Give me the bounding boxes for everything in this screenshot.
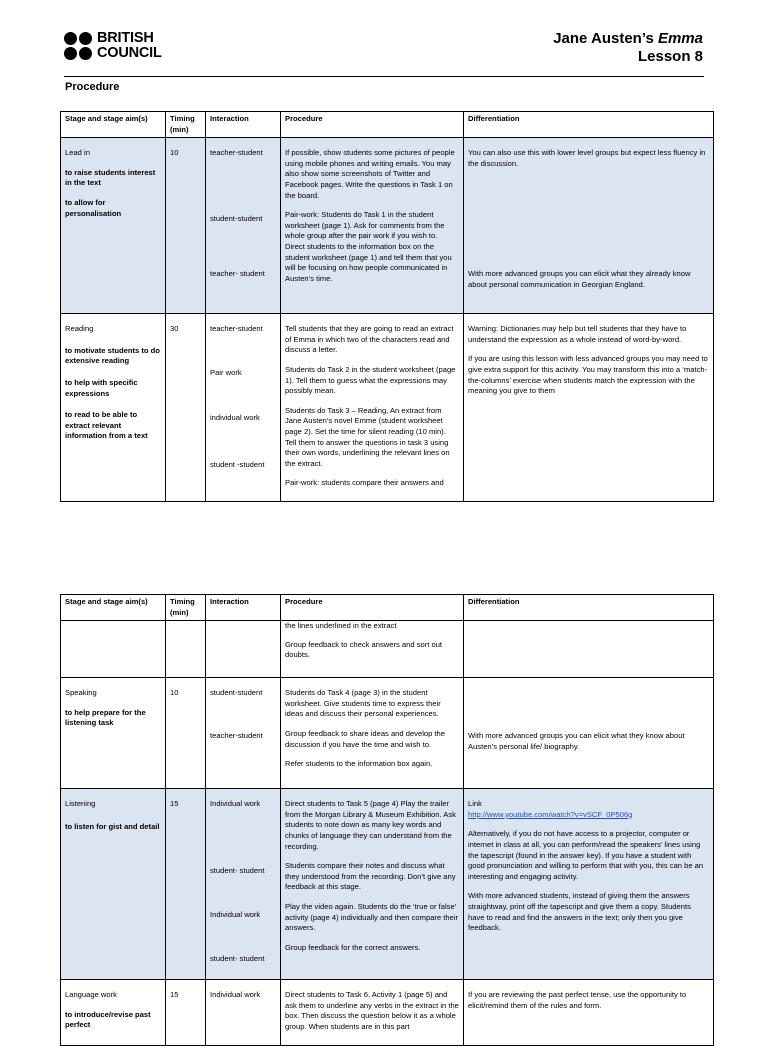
interaction-cell: Individual work <box>206 980 281 1046</box>
interaction-cell <box>206 314 281 502</box>
procedure-text: Pair-work: students compare their answers and <box>285 478 444 488</box>
interaction-item: student- student <box>210 866 265 876</box>
col-interaction: Interaction <box>206 112 281 138</box>
differentiation-text: Alternatively, if you do not have access to a projector, computer or internet in class at all, you can perform/read the speakers’ lines using the tapescript (found in the answer key). If you have a student with good pronunciation and willing to perform that with you, this can be an interesting and engaging activity. <box>468 829 704 881</box>
procedure-text: Group feedback to check answers and sort out doubts. <box>285 639 443 660</box>
differentiation-cell: If you are reviewing the past perfect tense, use the opportunity to elicit/remind them of the rules and form. <box>464 980 714 1046</box>
section-title: Procedure <box>65 81 120 93</box>
stage-cell <box>61 789 166 980</box>
procedure-cell <box>281 789 464 980</box>
stage-aim: to motivate students to do extensive reading <box>65 345 160 366</box>
stage-aim: to raise students interest in the text <box>65 167 156 188</box>
procedure-text: Students do Task 4 (page 3) in the student worksheet. Give students time to express their ideas and discuss their personal experiences. <box>285 688 441 719</box>
interaction-item: student- student <box>210 954 265 964</box>
col-procedure: Procedure <box>281 112 464 138</box>
timing-cell: 10 <box>166 678 206 789</box>
procedure-text: If possible, show students some pictures of people using mobile phones and writing emails. You may also show some screenshots of Twitter and Facebook pages. Write the questions in Task 1 on the board. <box>285 148 455 200</box>
procedure-text: Students do Task 3 – Reading, An extract from Jane Austen’s novel Emme (student worksheet page 2). Set the time for silent reading (10 min). Tell them to answer the questions in task 3 using their own words, underlining the relevant lines on the extract. <box>285 405 450 468</box>
title-prefix: Jane Austen’s <box>553 30 658 47</box>
stage-aim: to allow for personalisation <box>65 197 122 218</box>
stage-cell <box>61 621 166 678</box>
table-row-language-work <box>61 980 714 1046</box>
procedure-cell <box>281 314 464 502</box>
interaction-item: teacher-student <box>210 731 263 741</box>
table-row-lead-in <box>61 138 714 314</box>
interaction-item: teacher-student <box>210 148 263 158</box>
table-row-listening <box>61 789 714 980</box>
timing-cell: 30 <box>166 314 206 502</box>
procedure-cell <box>281 138 464 314</box>
stage-name: Lead in <box>65 148 90 158</box>
timing-cell: 10 <box>166 138 206 314</box>
differentiation-text: With more advanced groups you can elicit what they know about Austen’s personal life/ biography. <box>468 731 685 751</box>
table-header-row <box>61 112 714 138</box>
stage-name: Speaking <box>65 688 97 698</box>
lesson-number: Lesson 8 <box>637 48 703 65</box>
interaction-item: individual work <box>210 413 260 423</box>
interaction-item: Individual work <box>210 799 261 809</box>
procedure-cell <box>281 621 464 678</box>
differentiation-cell <box>464 621 714 678</box>
stage-name: Language work <box>65 990 117 1000</box>
col-differentiation: Differentiation <box>464 595 714 621</box>
differentiation-text: With more advanced students, instead of giving them the answers straightway, print off the tapescript and give them a copy. Students have to read and find the answers in the text; only then you give feedback. <box>468 891 691 933</box>
differentiation-text: You can also use this with lower level groups but expect less fluency in the discussion. <box>468 148 706 168</box>
procedure-text: Students do Task 2 in the student worksheet (page 1). Tell them to guess what the expressions may possibly mean. <box>285 364 456 396</box>
interaction-cell <box>206 621 281 678</box>
interaction-item: student-student <box>210 688 263 698</box>
differentiation-cell <box>464 138 714 314</box>
timing-cell <box>166 621 206 678</box>
differentiation-text: Warning: Dictionaries may help but tell students that they have to understand the expression as a whole instead of word-by-word. <box>468 324 687 344</box>
stage-name: Listening <box>65 799 96 809</box>
header-rule <box>64 76 704 77</box>
interaction-item: Individual work <box>210 910 261 920</box>
col-interaction: Interaction <box>206 595 281 621</box>
stage-aim: to introduce/revise past perfect <box>65 1009 151 1030</box>
col-procedure: Procedure <box>281 595 464 621</box>
col-differentiation: Differentiation <box>464 112 714 138</box>
col-stage: Stage and stage aim(s) <box>61 595 166 621</box>
procedure-text: Tell students that they are going to read an extract of Emma in which two of the characters read and discuss a letter. <box>285 324 454 355</box>
differentiation-cell <box>464 314 714 502</box>
interaction-cell <box>206 789 281 980</box>
link-label: Link <box>468 799 482 809</box>
stage-name: Reading <box>65 324 94 334</box>
procedure-text: Pair-work: Students do Task 1 in the student worksheet (page 1). Ask for comments from the whole group after the pair work if you wish to. Direct students to the information box on the student worksheet (page 1) and tell them that you will be focusing on how people communicated in Austen’s time. <box>285 210 452 283</box>
title-italic: Emma <box>657 30 703 47</box>
stage-cell <box>61 980 166 1046</box>
british-council-logo <box>64 32 184 62</box>
interaction-item: teacher-student <box>210 324 263 334</box>
procedure-text: Play the video again. Students do the ‘true or false’ activity (page 4) individually and then compare their answers. <box>285 901 459 933</box>
differentiation-cell <box>464 789 714 980</box>
stage-cell <box>61 678 166 789</box>
logo-text <box>97 31 162 61</box>
interaction-item: student -student <box>210 460 265 470</box>
differentiation-text: With more advanced groups you can elicit what they already know about personal communication in Georgian England. <box>468 269 691 289</box>
procedure-text: Direct students to Task 5 (page 4) Play the trailer from the Morgan Library & Museum Exhibition. Ask students to note down as many key words and chunks of language they can understand from the recording. <box>285 799 456 851</box>
interaction-cell <box>206 678 281 789</box>
col-timing: Timing (min) <box>166 112 206 138</box>
col-stage: Stage and stage aim(s) <box>61 112 166 138</box>
procedure-cell <box>281 678 464 789</box>
procedure-table-2 <box>60 594 714 1046</box>
timing-cell: 15 <box>166 789 206 980</box>
procedure-cell: Direct students to Task 6, Activity 1 (page 5) and ask them to underline any verbs in the extract in the box. Then discuss the question below it as a whole group. When students are in this part <box>281 980 464 1046</box>
document-title <box>553 30 703 66</box>
table-row-speaking <box>61 678 714 789</box>
stage-aim: to help prepare for the listening task <box>65 707 146 728</box>
interaction-item: teacher- student <box>210 269 265 279</box>
stage-cell <box>61 138 166 314</box>
table-row-reading <box>61 314 714 502</box>
logo-dots-icon <box>64 32 92 60</box>
stage-cell <box>61 314 166 502</box>
procedure-text: Group feedback to share ideas and develop the discussion if you have the time and wish to. <box>285 728 446 749</box>
table-header-row <box>61 595 714 621</box>
interaction-item: Pair work <box>210 368 242 378</box>
table-row-reading-continued <box>61 621 714 678</box>
differentiation-text: If you are using this lesson with less advanced groups you may need to give extra support for this activity. You may transform this into a ‘match-the-columns’ exercise when students match the expression with the meaning you give to them <box>468 354 708 396</box>
procedure-text: Refer students to the information box again. <box>285 759 433 769</box>
interaction-item: student-student <box>210 214 263 224</box>
procedure-table-1 <box>60 111 714 502</box>
procedure-text: Students compare their notes and discuss what they understood from the recording. Don’t give any feedback at this stage. <box>285 861 456 892</box>
differentiation-cell <box>464 678 714 789</box>
stage-aim: to listen for gist and detail <box>65 821 160 831</box>
youtube-link[interactable]: http://www.youtube.com/watch?v=vSCF_0P506g <box>468 809 633 819</box>
stage-aim: to help with specific expressions <box>65 377 138 398</box>
timing-cell: 15 <box>166 980 206 1046</box>
stage-aim: to read to be able to extract relevant information from a text <box>65 410 148 441</box>
logo-line2: COUNCIL <box>97 45 162 61</box>
procedure-text: the lines underlined in the extract <box>285 621 397 631</box>
procedure-text: Group feedback for the correct answers. <box>285 942 421 952</box>
col-timing: Timing (min) <box>166 595 206 621</box>
interaction-cell <box>206 138 281 314</box>
logo-line1: BRITISH <box>97 30 154 46</box>
